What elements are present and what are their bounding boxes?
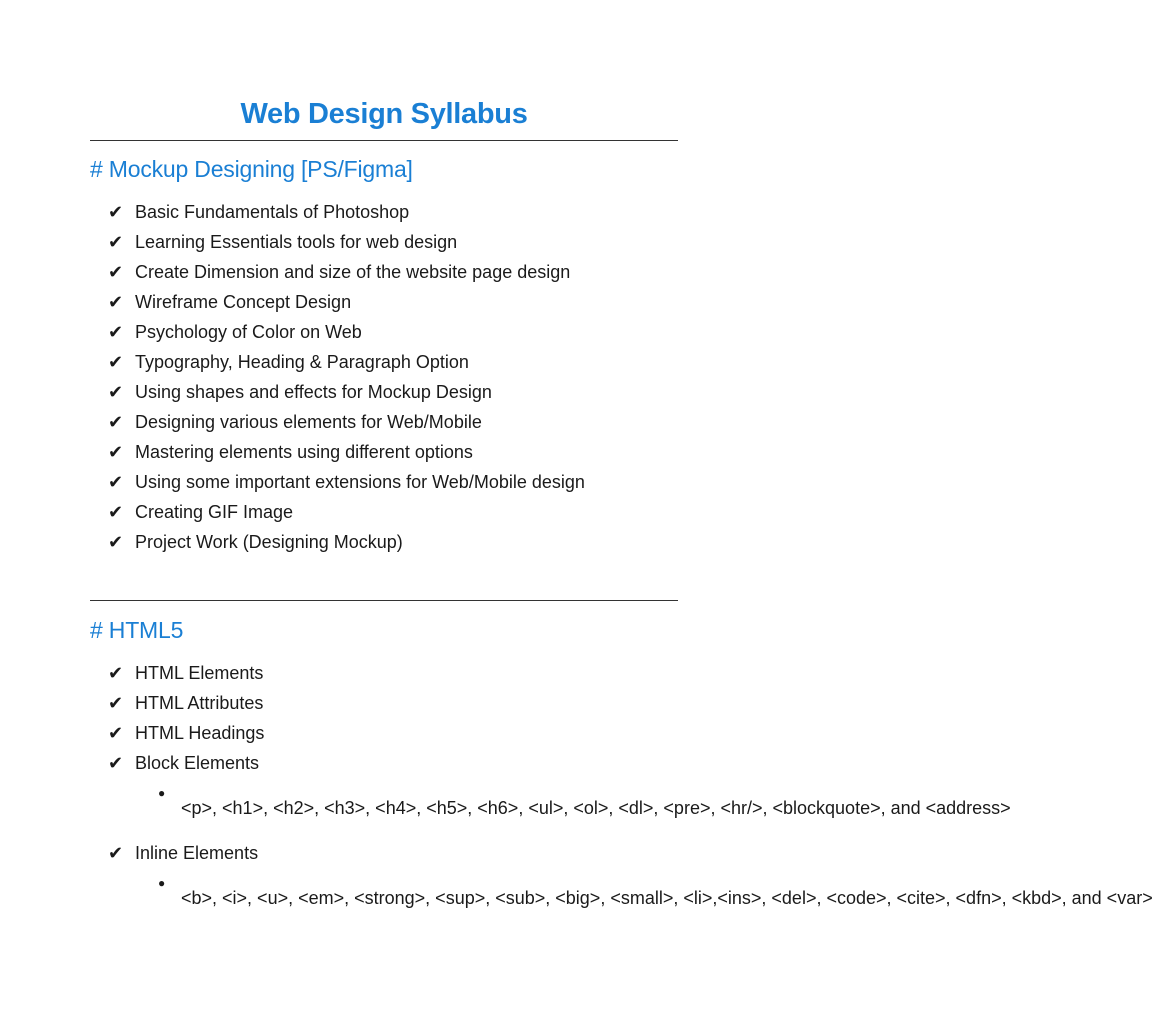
list-item bbox=[108, 467, 678, 497]
checkmark-icon: ✔ bbox=[108, 532, 124, 552]
inline-elements-line-1: <b>, <i>, <u>, <em>, <strong>, <sup>, <sub>, <big>, <small>, <li>, bbox=[181, 888, 718, 908]
html5-topic-list bbox=[108, 658, 1153, 928]
list-item-text: Project Work (Designing Mockup) bbox=[135, 532, 403, 552]
list-item-text: Basic Fundamentals of Photoshop bbox=[135, 202, 410, 222]
list-item-text: Typography, Heading & Paragraph Option bbox=[135, 352, 469, 372]
list-item-text: HTML Elements bbox=[135, 663, 264, 683]
list-item bbox=[108, 407, 678, 437]
list-item bbox=[108, 748, 678, 778]
checkmark-icon: ✔ bbox=[108, 202, 124, 222]
mockup-topic-list bbox=[108, 197, 678, 557]
block-elements-detail bbox=[108, 778, 1011, 838]
list-item bbox=[108, 437, 678, 467]
section-heading-mockup: # Mockup Designing [PS/Figma] bbox=[90, 156, 413, 182]
list-item-text: Using shapes and effects for Mockup Design bbox=[135, 382, 492, 402]
block-elements-line-1: <p>, <h1>, <h2>, <h3>, <h4>, <h5>, <h6>, <ul>, <ol>, <dl>, <pre>, <hr bbox=[181, 798, 747, 818]
list-item bbox=[108, 838, 678, 868]
checkmark-icon: ✔ bbox=[108, 382, 124, 402]
list-item-text: Creating GIF Image bbox=[135, 502, 294, 522]
checkmark-icon: ✔ bbox=[108, 412, 124, 432]
inline-elements-detail bbox=[108, 868, 1153, 928]
list-item-text: Create Dimension and size of the website page design bbox=[135, 262, 571, 282]
inline-elements-line-2: <ins>, <del>, <code>, <cite>, <dfn>, <kbd>, and <var> bbox=[717, 888, 1153, 908]
checkmark-icon: ✔ bbox=[108, 472, 124, 492]
checkmark-icon: ✔ bbox=[108, 442, 124, 462]
list-item bbox=[108, 197, 678, 227]
checkmark-icon: ✔ bbox=[108, 693, 124, 713]
checkmark-icon: ✔ bbox=[108, 262, 124, 282]
list-item bbox=[108, 257, 678, 287]
list-item-text: Block Elements bbox=[135, 753, 260, 773]
checkmark-icon: ✔ bbox=[108, 502, 124, 522]
list-item bbox=[108, 287, 678, 317]
checkmark-icon: ✔ bbox=[108, 843, 124, 863]
list-item-text: Wireframe Concept Design bbox=[135, 292, 352, 312]
list-item bbox=[108, 688, 678, 718]
title-divider bbox=[90, 140, 678, 141]
block-elements-line-2: />, <blockquote>, and <address> bbox=[746, 798, 1011, 818]
list-item-text: Using some important extensions for Web/Mobile design bbox=[135, 472, 585, 492]
list-item-text: Inline Elements bbox=[135, 843, 259, 863]
list-item-text: HTML Headings bbox=[135, 723, 265, 743]
list-item bbox=[108, 718, 678, 748]
section-divider bbox=[90, 600, 678, 601]
checkmark-icon: ✔ bbox=[108, 322, 124, 342]
list-item-text: HTML Attributes bbox=[135, 693, 264, 713]
list-item bbox=[108, 658, 678, 688]
list-item bbox=[108, 317, 678, 347]
checkmark-icon: ✔ bbox=[108, 352, 124, 372]
list-item-text: Learning Essentials tools for web design bbox=[135, 232, 458, 252]
list-item-text: Psychology of Color on Web bbox=[135, 322, 362, 342]
bullet-icon: ● bbox=[158, 786, 166, 800]
list-item bbox=[108, 377, 678, 407]
list-item-text: Designing various elements for Web/Mobile bbox=[135, 412, 482, 432]
list-item-text: Mastering elements using different options bbox=[135, 442, 473, 462]
list-item bbox=[108, 527, 678, 557]
list-item bbox=[108, 227, 678, 257]
checkmark-icon: ✔ bbox=[108, 232, 124, 252]
list-item bbox=[108, 497, 678, 527]
section-heading-html5: # HTML5 bbox=[90, 617, 184, 643]
page-title: Web Design Syllabus bbox=[240, 98, 528, 130]
checkmark-icon: ✔ bbox=[108, 292, 124, 312]
list-item bbox=[108, 347, 678, 377]
bullet-icon: ● bbox=[158, 876, 166, 890]
checkmark-icon: ✔ bbox=[108, 723, 124, 743]
checkmark-icon: ✔ bbox=[108, 753, 124, 773]
checkmark-icon: ✔ bbox=[108, 663, 124, 683]
